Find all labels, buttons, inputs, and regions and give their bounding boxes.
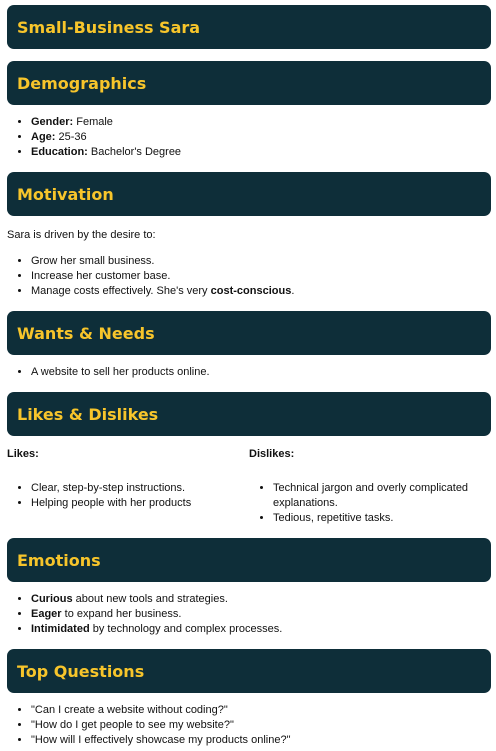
dislikes-column: [249, 447, 491, 526]
list-item: [31, 130, 491, 145]
list-item: • Grow her small business.: [31, 254, 491, 269]
title-section: [7, 5, 491, 49]
emotions-list: [7, 592, 491, 637]
item-value: Bachelor's Degree: [90, 146, 182, 158]
list-item: • Tedious, repetitive tasks.: [273, 511, 491, 526]
likes-title: Likes:: [7, 448, 39, 460]
top-questions-list: [7, 703, 491, 748]
item-label: Education:: [31, 146, 88, 158]
list-item: • Technical jargon and overly complicated explanations.: [273, 481, 491, 511]
item-tail: .: [291, 285, 295, 297]
motivation-intro: Sara is driven by the desire to:: [7, 229, 156, 241]
list-item: • "Can I create a website without coding?": [31, 703, 491, 718]
demographics-section: [7, 61, 491, 160]
list-item: [31, 622, 491, 637]
item-emphasis: Curious: [31, 593, 73, 605]
wants-needs-heading: Wants & Needs: [7, 311, 491, 355]
list-item: • Increase her customer base.: [31, 269, 491, 284]
list-item: • "How will I effectively showcase my products online?": [31, 733, 491, 748]
demographics-heading: Demographics: [7, 61, 491, 105]
list-item: • "How do I get people to see my website?": [31, 718, 491, 733]
list-item: • Helping people with her products: [31, 496, 249, 511]
list-item: [31, 145, 491, 160]
wants-needs-section: [7, 311, 491, 380]
item-label: Age:: [31, 131, 56, 143]
item-text: by technology and complex processes.: [89, 623, 283, 635]
list-item: [31, 284, 491, 299]
item-emphasis: Eager: [31, 608, 62, 620]
list-item: • A website to sell her products online.: [31, 365, 491, 380]
emotions-section: [7, 538, 491, 637]
list-item: [31, 607, 491, 622]
likes-dislikes-section: [7, 392, 491, 526]
dislikes-title: Dislikes:: [249, 448, 295, 460]
item-text: to expand her business.: [61, 608, 182, 620]
demographics-list: [7, 115, 491, 160]
motivation-heading: Motivation: [7, 172, 491, 216]
likes-column: [7, 447, 249, 526]
emotions-heading: Emotions: [7, 538, 491, 582]
list-item: • Clear, step-by-step instructions.: [31, 481, 249, 496]
list-item: [31, 592, 491, 607]
item-text: Manage costs effectively. She's very: [31, 285, 208, 297]
likes-dislikes-heading: Likes & Dislikes: [7, 392, 491, 436]
likes-list: [7, 481, 249, 511]
item-text: about new tools and strategies.: [72, 593, 228, 605]
item-emphasis: cost-conscious: [210, 285, 292, 297]
item-value: Female: [76, 116, 113, 128]
top-questions-section: [7, 649, 491, 748]
list-item: [31, 115, 491, 130]
page-title: Small-Business Sara: [7, 5, 491, 49]
motivation-section: [7, 172, 491, 299]
item-emphasis: Intimidated: [31, 623, 90, 635]
dislikes-list: [249, 481, 491, 526]
motivation-list: [7, 254, 491, 299]
likes-dislikes-columns: [7, 447, 491, 526]
item-label: Gender:: [31, 116, 74, 128]
item-value: 25-36: [58, 131, 87, 143]
top-questions-heading: Top Questions: [7, 649, 491, 693]
wants-needs-list: [7, 365, 491, 380]
